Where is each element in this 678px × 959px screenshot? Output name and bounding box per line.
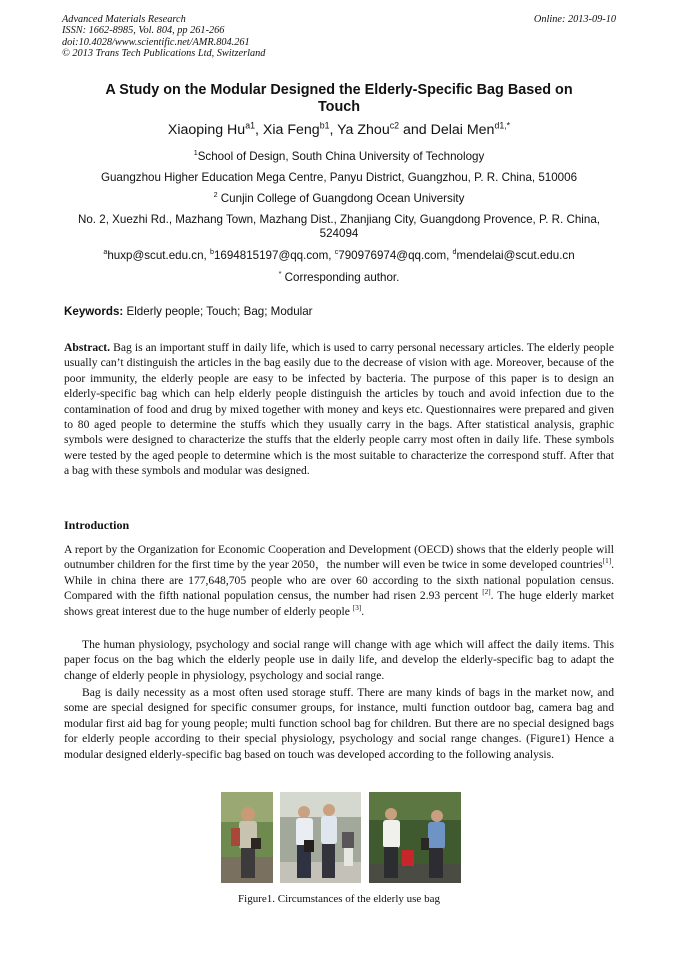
author-name: Xia Feng bbox=[262, 122, 320, 138]
author-affil-sup: a1 bbox=[245, 120, 255, 131]
figure-photo-2 bbox=[280, 792, 361, 883]
affiliation-1: $^1$School of Design, South China University of Technology bbox=[193, 148, 485, 163]
keywords-label: Keywords: bbox=[64, 305, 124, 318]
copyright-line: © 2013 Trans Tech Publications Ltd, Switzerland bbox=[62, 48, 266, 60]
doi-line: doi:10.4028/www.scientific.net/AMR.804.261 bbox=[62, 36, 250, 48]
keywords-text: Elderly people; Touch; Bag; Modular bbox=[123, 305, 313, 318]
paper-title bbox=[62, 82, 616, 116]
figure-photo-1 bbox=[221, 792, 273, 883]
affiliation-2: $^2$ Cunjin College of Guangdong Ocean University bbox=[213, 190, 465, 205]
email-link[interactable]: huxp@scut.edu.cn, bbox=[107, 249, 210, 262]
citation[interactable]: [1] bbox=[602, 557, 612, 566]
author-name: Delai Men bbox=[430, 122, 495, 138]
author-affil-sup: c2 bbox=[389, 120, 400, 131]
running-header bbox=[62, 14, 616, 64]
author-list bbox=[62, 122, 616, 138]
email-link[interactable]: 1694815197@qq.com, bbox=[213, 249, 335, 262]
email-link[interactable]: mendelai@scut.edu.cn bbox=[456, 249, 575, 262]
figure-1 bbox=[221, 792, 461, 884]
citation[interactable]: [2] bbox=[482, 588, 491, 597]
author-name: Ya Zhou bbox=[337, 122, 390, 138]
journal-info bbox=[62, 14, 265, 60]
title-line-2: Touch bbox=[317, 99, 361, 115]
email-line: $^a$huxp@scut.edu.cn, $^b$1694815197@qq.com, $^c$790976974@qq.com, $^d$mendelai@scut.edu.cn bbox=[103, 247, 575, 262]
title-line-1: A Study on the Modular Designed the Elderly-Specific Bag Based on bbox=[105, 82, 573, 98]
keywords bbox=[64, 305, 614, 318]
online-date: Online: 2013-09-10 bbox=[533, 14, 616, 25]
intro-paragraph-2: The human physiology, psychology and social range will change with age which will affect the daily items. This paper focus on the bag which the elderly people use in daily life, and develop the elderly-specific bag to adapt the change of elderly people in physiology, psychology and social range. bbox=[64, 638, 614, 682]
journal-name: Advanced Materials Research bbox=[62, 14, 186, 25]
author-separator: and bbox=[399, 122, 431, 138]
email-link[interactable]: 790976974@qq.com, bbox=[338, 249, 453, 262]
figure-photo-3 bbox=[369, 792, 461, 883]
author-affil-sup: b1 bbox=[319, 120, 330, 131]
intro-paragraph-3: Bag is daily necessity as a most often used storage stuff. There are many kinds of bags in the market now, and some are special designed for specific consumer groups, for instance, multi function outdoor bag, camera bag and modular first aid bag for young people; multi function school bag for children. But there are no special designed bags for elderly people according to their special physiology, psychology and social range changes. (Figure1) Hence a modular designed elderly-specific bag based on touch was developed according to the following analysis. bbox=[64, 686, 614, 761]
section-heading-introduction: Introduction bbox=[64, 518, 130, 532]
corresponding-note: * Corresponding author. bbox=[278, 269, 400, 284]
issn-line: ISSN: 1662-8985, Vol. 804, pp 261-266 bbox=[62, 25, 225, 37]
author-separator: , bbox=[329, 122, 338, 138]
affiliation-1-address: Guangzhou Higher Education Mega Centre, Panyu District, Guangzhou, P. R. China, 510006 bbox=[100, 171, 578, 184]
abstract-text: Bag is an important stuff in daily life, which is used to carry personal necessary articles. The elderly people usually can’t distinguish the articles in the bag easily due to the decrease of vision with age. Moreover, because of the poor immunity, the elderly people are easy to be infected by bacteria. The purpose of this paper is to design an elderly-specific bag which can help elderly people distinguish the articles by touch and avoid infection due to the contamination of food and drug by mixed together with money and keys etc. Questionnaires were prepared and given to 80 aged people to determine the stuffs which they usually carry in the bags. After statistical analysis, graphic symbols were designed to characterize the stuffs that the elderly people carry most often in daily life. These symbols were tested by the aged people to determine which is the most suitable to characterize the correspond stuff. After that a bag with these symbols and modular was designed. bbox=[64, 341, 614, 478]
citation[interactable]: [3] bbox=[352, 603, 362, 612]
affiliation-2-address: No. 2, Xuezhi Rd., Mazhang Town, Mazhang Dist., Zhanjiang City, Guangdong Provence, P. R. China, 524094 bbox=[77, 213, 600, 240]
author-affil-sup: d1,* bbox=[494, 120, 511, 131]
abstract-label: Abstract. bbox=[64, 341, 111, 354]
author-name: Xiaoping Hu bbox=[167, 122, 246, 138]
abstract bbox=[64, 340, 614, 479]
intro-paragraph-1: A report by the Organization for Economic Cooperation and Development (OECD) shows that the elderly people will outnumber children for the first time by the year 2050，the number will even be twice in some developed countries[1]. While in china there are 177,648,705 people who are over 60 according to the sixth national population census. Compared with the fifth national population census, the number had risen 2.93 percent [2]. The huge elderly market shows great interest due to the huge number of elderly people [3]. bbox=[64, 543, 614, 618]
figure-caption: Figure1. Circumstances of the elderly use bag bbox=[238, 893, 440, 905]
author-separator: , bbox=[255, 122, 263, 138]
